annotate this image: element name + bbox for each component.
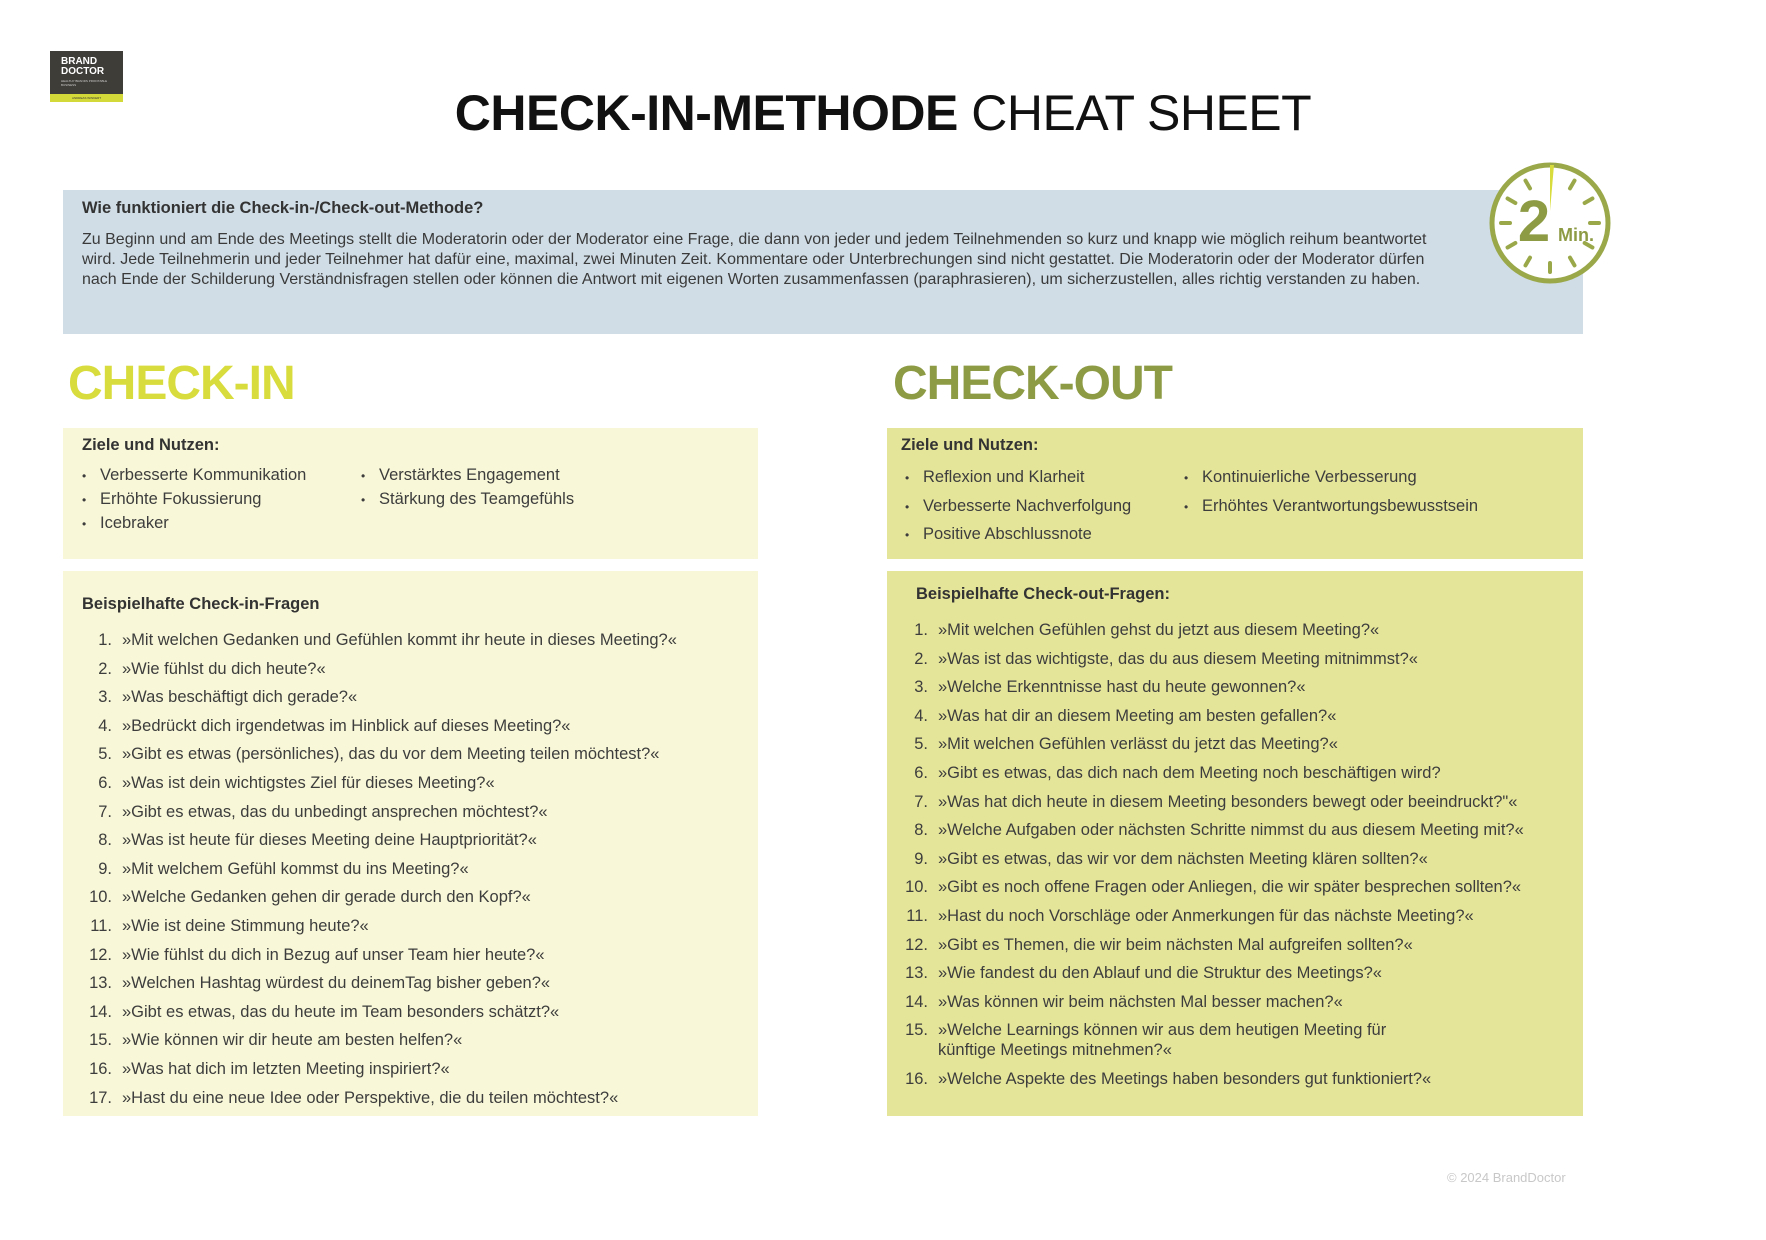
question-number: 16. — [89, 1059, 112, 1078]
question-number: 9. — [914, 849, 928, 868]
checkin-goals-col2 — [361, 463, 574, 511]
question-item — [82, 1059, 739, 1079]
checkin-goals-col1 — [82, 463, 306, 535]
question-text: »Was hat dich heute in diesem Meeting besonders bewegt oder beeindruckt?"« — [938, 792, 1518, 811]
question-item — [898, 649, 1554, 669]
checkout-questions-heading: Beispielhafte Check-out-Fragen: — [916, 585, 1170, 603]
question-number: 12. — [89, 945, 112, 964]
question-text: »Welche Aspekte des Meetings haben besonders gut funktioniert?« — [938, 1069, 1432, 1088]
stopwatch-icon — [1488, 161, 1612, 285]
question-text: »Was ist das wichtigste, das du aus diesem Meeting mitnimmst?« — [938, 649, 1418, 668]
goal-item: • Erhöhtes Verantwortungsbewusstsein — [1184, 492, 1478, 521]
question-item — [898, 677, 1554, 697]
question-number: 8. — [914, 821, 928, 840]
page-title — [0, 84, 1766, 142]
checkin-goals-box — [63, 428, 758, 559]
question-item — [898, 734, 1554, 754]
intro-text: Zu Beginn und am Ende des Meetings stellt die Moderatorin oder der Moderator eine Frage, die dann von jeder und jedem Teilnehmenden so kurz und knapp wie möglich reihum beantwortet wird. Jede Teilnehmerin und jeder Teilnehmer hat dafür eine, maximal, zwei Minuten Zeit. Kommentare oder Unterbrechungen sind nicht gestattet. Die Moderatorin oder der Moderator dürfen nach Ende der Schilderung Verständnisfragen stellen oder können die Antwort mit eigenen Worten zusammenfassen (paraphrasieren), um sicherzustellen, alles richtig verstanden zu haben. — [82, 231, 1427, 288]
question-item — [82, 1002, 739, 1022]
copyright-footer: © 2024 BrandDoctor — [1447, 1170, 1566, 1185]
question-number: 7. — [98, 802, 112, 821]
question-number: 16. — [905, 1069, 928, 1088]
question-text: »Bedrückt dich irgendetwas im Hinblick auf dieses Meeting?« — [122, 716, 571, 735]
goal-item: • Erhöhte Fokussierung — [82, 487, 306, 511]
goal-item: • Verstärktes Engagement — [361, 463, 574, 487]
clock-number: 2 — [1517, 189, 1551, 254]
question-item — [82, 773, 739, 793]
goal-item: • Verbesserte Kommunikation — [82, 463, 306, 487]
question-text: »Was ist heute für dieses Meeting deine Hauptpriorität?« — [122, 831, 537, 850]
question-item — [898, 963, 1554, 983]
goal-item: • Verbesserte Nachverfolgung — [905, 492, 1131, 521]
checkin-questions-box — [63, 571, 758, 1116]
goal-item: • Kontinuierliche Verbesserung — [1184, 463, 1478, 492]
question-number: 2. — [914, 649, 928, 668]
checkout-questions-list — [898, 620, 1554, 1089]
question-item — [82, 659, 739, 679]
question-text: »Wie fandest du den Ablauf und die Struktur des Meetings?« — [938, 964, 1382, 983]
goal-item: • Positive Abschlussnote — [905, 520, 1131, 549]
question-item — [898, 792, 1554, 812]
question-text: »Hast du eine neue Idee oder Perspektive, die du teilen möchtest?« — [122, 1088, 619, 1107]
question-text: »Mit welchem Gefühl kommst du ins Meeting?« — [122, 859, 469, 878]
checkout-questions-box — [887, 571, 1583, 1116]
question-number: 3. — [914, 678, 928, 697]
question-text: »Mit welchen Gedanken und Gefühlen kommt ihr heute in dieses Meeting?« — [122, 631, 677, 649]
question-number: 6. — [914, 763, 928, 782]
question-number: 11. — [906, 906, 928, 925]
question-text: »Gibt es noch offene Fragen oder Anliegen, die wir später besprechen sollten?« — [938, 878, 1522, 897]
question-text: »Mit welchen Gefühlen verlässt du jetzt das Meeting?« — [938, 735, 1338, 754]
question-number: 1. — [98, 631, 112, 649]
question-item — [82, 1088, 739, 1108]
question-number: 3. — [98, 688, 112, 707]
question-number: 17. — [89, 1088, 112, 1107]
question-text: »Wie fühlst du dich in Bezug auf unser Team hier heute?« — [122, 945, 545, 964]
checkout-goals-col1 — [905, 463, 1131, 549]
question-number: 7. — [914, 792, 928, 811]
question-item — [82, 630, 739, 650]
goal-item: • Stärkung des Teamgefühls — [361, 487, 574, 511]
question-text: »Mit welchen Gefühlen gehst du jetzt aus diesem Meeting?« — [938, 621, 1380, 639]
question-number: 5. — [98, 745, 112, 764]
checkout-goals-heading: Ziele und Nutzen: — [901, 436, 1039, 454]
title-bold: CHECK-IN-METHODE — [454, 85, 958, 141]
question-text: »Welche Erkenntnisse hast du heute gewonnen?« — [938, 678, 1306, 697]
question-item — [898, 763, 1554, 783]
question-item — [82, 859, 739, 879]
question-item — [898, 1020, 1554, 1060]
question-text: »Wie fühlst du dich heute?« — [122, 659, 326, 678]
checkin-goals-heading: Ziele und Nutzen: — [82, 436, 220, 454]
checkin-heading: CHECK-IN — [68, 357, 295, 410]
intro-box — [63, 190, 1583, 334]
question-number: 2. — [98, 659, 112, 678]
question-text: »Gibt es etwas (persönliches), das du vor dem Meeting teilen möchtest?« — [122, 745, 660, 764]
question-item — [82, 744, 739, 764]
intro-heading: Wie funktioniert die Check-in-/Check-out-Methode? — [82, 199, 484, 217]
checkin-questions-list — [82, 630, 739, 1108]
question-text: »Gibt es etwas, das dich nach dem Meeting noch beschäftigen wird? — [938, 763, 1441, 782]
question-text: »Was hat dich im letzten Meeting inspiriert?« — [122, 1059, 450, 1078]
question-text: »Welche Aufgaben oder nächsten Schritte nimmst du aus diesem Meeting mit?« — [938, 821, 1524, 840]
question-item — [82, 716, 739, 736]
question-number: 12. — [905, 935, 928, 954]
question-number: 15. — [905, 1021, 928, 1040]
question-number: 4. — [98, 716, 112, 735]
question-number: 13. — [89, 974, 112, 993]
question-number: 9. — [98, 859, 112, 878]
question-text: »Gibt es Themen, die wir beim nächsten Mal aufgreifen sollten?« — [938, 935, 1413, 954]
question-number: 10. — [89, 888, 112, 907]
question-item — [898, 906, 1554, 926]
question-item — [82, 802, 739, 822]
checkout-heading: CHECK-OUT — [893, 357, 1172, 410]
question-number: 14. — [905, 992, 928, 1011]
question-number: 4. — [914, 706, 928, 725]
question-item — [898, 935, 1554, 955]
question-number: 15. — [89, 1031, 112, 1050]
question-item — [898, 877, 1554, 897]
question-item — [898, 820, 1554, 840]
title-light: CHEAT SHEET — [957, 85, 1312, 141]
question-number: 11. — [90, 916, 112, 935]
clock-unit: Min. — [1558, 225, 1594, 245]
question-item — [82, 830, 739, 850]
question-item — [898, 1069, 1554, 1089]
goal-item: • Reflexion und Klarheit — [905, 463, 1131, 492]
question-text: »Wie ist deine Stimmung heute?« — [122, 916, 369, 935]
checkout-goals-box — [887, 428, 1583, 559]
question-number: 14. — [89, 1002, 112, 1021]
question-item — [82, 687, 739, 707]
question-text: »Was ist dein wichtigstes Ziel für dieses Meeting?« — [122, 773, 495, 792]
logo-tagline: HEALTHY BRANDS PROFITABLE BUSINESS — [61, 79, 108, 87]
logo-line1: BRAND — [61, 56, 98, 67]
question-text: »Was hat dir an diesem Meeting am besten gefallen?« — [938, 706, 1337, 725]
question-text: »Wie können wir dir heute am besten helfen?« — [122, 1031, 463, 1050]
question-text: »Welche Learnings können wir aus dem heutigen Meeting für künftige Meetings mitnehmen?« — [938, 1021, 1387, 1060]
question-number: 6. — [98, 773, 112, 792]
checkout-goals-col2 — [1184, 463, 1478, 520]
question-text: »Gibt es etwas, das du heute im Team besonders schätzt?« — [122, 1002, 560, 1021]
question-item — [898, 849, 1554, 869]
question-item — [82, 973, 739, 993]
question-item — [898, 992, 1554, 1012]
checkin-questions-heading: Beispielhafte Check-in-Fragen — [82, 595, 320, 613]
question-text: »Gibt es etwas, das wir vor dem nächsten Meeting klären sollten?« — [938, 849, 1428, 868]
question-text: »Hast du noch Vorschläge oder Anmerkungen für das nächste Meeting?« — [938, 906, 1474, 925]
question-text: »Was können wir beim nächsten Mal besser machen?« — [938, 992, 1343, 1011]
question-item — [82, 945, 739, 965]
question-item — [82, 916, 739, 936]
question-number: 10. — [905, 878, 928, 897]
logo-line2: DOCTOR — [61, 66, 105, 77]
question-item — [82, 1030, 739, 1050]
question-number: 8. — [98, 831, 112, 850]
question-text: »Welchen Hashtag würdest du deinemTag bisher geben?« — [122, 974, 551, 993]
question-number: 13. — [905, 964, 928, 983]
question-item — [82, 887, 739, 907]
question-number: 5. — [914, 735, 928, 754]
question-text: »Welche Gedanken gehen dir gerade durch den Kopf?« — [122, 888, 531, 907]
logo-name: ANDREAS WINKERT — [50, 94, 123, 102]
question-number: 1. — [914, 621, 928, 639]
question-item — [898, 620, 1554, 640]
question-text: »Was beschäftigt dich gerade?« — [122, 688, 358, 707]
question-item — [898, 706, 1554, 726]
goal-item: • Icebraker — [82, 511, 306, 535]
question-text: »Gibt es etwas, das du unbedingt ansprechen möchtest?« — [122, 802, 548, 821]
